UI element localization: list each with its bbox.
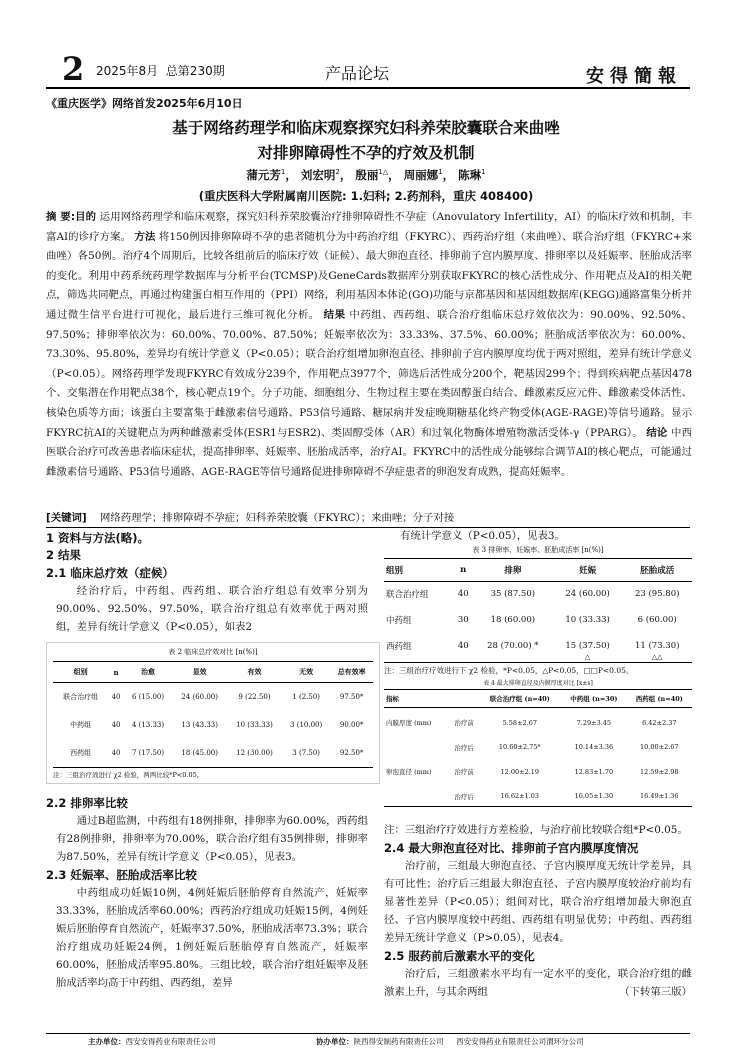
table-note: 注：三组治疗疗效进行下 χ2 检验，*P<0.05，△P<0.05，□□P<0.05。 (384, 666, 634, 675)
table2-box (46, 642, 380, 784)
table-cell: 16.62±1.03 (500, 792, 540, 800)
table-cell: 9 (22.50) (238, 693, 271, 701)
author-mark: 2 (335, 168, 340, 177)
author: 陈琳 (458, 168, 482, 182)
table-cell (384, 786, 450, 807)
table-cell: 6.42±2.37 (642, 718, 677, 727)
footer-co (316, 1036, 584, 1047)
table-cell: 7.29±3.45 (576, 718, 612, 727)
journal-line: 《重庆医学》网络首发2025年6月10日 (46, 97, 243, 110)
table-caption: 表 4 最大排卵直径及内膜厚度对比 [x±s] (483, 680, 593, 687)
table-row (384, 786, 692, 807)
table-row (384, 606, 692, 634)
table-cell: 15 (37.50) (565, 640, 610, 651)
section-title: 产品论坛 (325, 64, 390, 83)
table-cell: 12.83±1.70 (574, 767, 614, 776)
author-mark: 1△ (378, 168, 389, 177)
footer-host (88, 1036, 216, 1047)
paragraph: 通过B超监测，中药组有18例排卵，排卵率为60.00%，西药组有28例排卵，排卵率为70.00%，联合治疗组有35例排卵，排卵率为87.50%，差异有统计学意义（P<0.05），见表3。 (56, 815, 368, 863)
table-cell: 11 (73.30) (634, 640, 680, 651)
table-cell: 10.14±3.36 (574, 743, 614, 751)
table-cell: 7 (17.50) (131, 749, 165, 757)
table-row (384, 757, 692, 786)
article-title-line2: 对排卵障碍性不孕的疗效及机制 (257, 144, 475, 162)
table-row (53, 683, 373, 712)
table-cell: 40 (111, 693, 121, 701)
section-heading: 2.5 服药前后激素水平的变化 (384, 949, 535, 963)
table-cell: 10 (33.33) (565, 615, 610, 625)
author-list: 蒲元芳$^1$， 刘宏明$^2$， 殷丽$^{1\triangle}$， 周丽娜$^1$， 陈琳$^1$ (246, 168, 486, 182)
table-cell: 中药组 (386, 616, 412, 626)
table-header: 组别 (73, 667, 88, 676)
table-cell: 联合治疗组 (63, 693, 99, 701)
table-row (384, 634, 692, 652)
author-mark: 1 (438, 168, 443, 177)
keywords-text: 网络药理学；排卵障碍不孕症；妇科养荣胶囊（FKYRC）；来曲唑；分子对接 (99, 512, 455, 524)
table-row (384, 708, 692, 738)
author-mark: 1 (280, 168, 286, 177)
table-cell: 治疗前 (454, 768, 474, 776)
significance-mark: △△ (651, 653, 663, 661)
table-cell: 治疗前 (454, 719, 474, 727)
conclusion-label: 结论 (646, 426, 668, 439)
footer-co-name: 陕西得安制药有限责任公司 (353, 1037, 444, 1046)
author: 刘宏明 (300, 168, 336, 182)
table-row (384, 652, 692, 663)
table-cell: 30 (457, 615, 469, 625)
table-cell: 联合治疗组 (386, 590, 429, 600)
left-column (46, 530, 380, 992)
section-heading: 2.4 最大卵泡直径对比、排卵前子宫内膜厚度情况 (384, 841, 639, 855)
table3 (384, 558, 692, 663)
table-cell: 28 (70.00) * (487, 640, 539, 651)
table-header (450, 690, 479, 708)
table-caption: 表 2 临床总疗效对比 [n(%)] (168, 648, 258, 656)
table-cell (384, 737, 450, 757)
table-header: n (113, 667, 119, 677)
continued-note: （下转第三版） (619, 986, 692, 998)
table4-box (384, 678, 692, 807)
article-title-line1: 基于网络药理学和临床观察探究妇科养荣胶囊联合来曲唑 (172, 119, 560, 137)
table-note: 注：三组治疗效进行 χ2 检验，两两比较*P<0.05。 (53, 771, 204, 779)
methods-label: 方法 (134, 230, 156, 243)
table-header: 无效 (299, 667, 314, 676)
author: 蒲元芳 (246, 168, 281, 182)
table-header: 组别 (386, 566, 404, 576)
table-cell: 3 (10.00) (290, 721, 323, 729)
footer-rule (46, 1033, 690, 1034)
table-cell: 6 (15.00) (131, 693, 165, 701)
table-header: 排卵 (504, 566, 522, 576)
table-header: 显效 (192, 667, 207, 676)
table-cell: 12.59±2.98 (640, 767, 679, 776)
page-number: 2 (62, 50, 85, 88)
table-cell: 40 (457, 589, 469, 599)
paragraph: 中药组成功妊娠10例，4例妊娠后胚胎停育自然流产，妊娠率33.33%，胚胎成活率60.00%；西药治疗组成功妊娠15例，4例妊娠后胚胎停育自然流产，妊娠率37.50%，胚胎成活率73.3%；联合治疗组成功妊娠24例，1例妊娠后胚胎停育自然流产，妊娠率60.00%，胚胎成活率95.80%。三组比较，联合治疗组妊娠率及胚胎成活率均高于中药组、西药组，差异 (56, 887, 368, 989)
table-row (53, 739, 373, 768)
table-cell: 1 (2.50) (292, 693, 321, 701)
keywords (46, 509, 692, 524)
table-row (384, 737, 692, 757)
table-cell: 12 (30.00) (236, 749, 273, 757)
table-cell: 西药组 (70, 749, 92, 757)
author-mark: 1 (481, 168, 486, 177)
table-cell: 16.05±1.30 (574, 792, 614, 800)
results-label: 结果 (323, 308, 346, 321)
table-header: 联合治疗组 (n=40) (489, 695, 550, 703)
table-caption: 表 3 排卵率、妊娠率、胚胎成活率 [n(%)] (472, 546, 604, 554)
paragraph (384, 965, 692, 1001)
table-cell: 24 (60.00) (181, 693, 218, 701)
table-header: n (460, 565, 467, 575)
conclusion-text: 中西医联合治疗可改善患者临床症状，提高排卵率、妊娠率、胚胎成活率，治疗AI。FKYRC中的活性成分能够综合调节AI的核心靶点，可能通过雌激素信号通路、P53信号通路、AGE-RAGE等信号通路促进排卵障碍不孕症患者的卵泡发育成熟，提高妊娠率。 (46, 426, 693, 478)
section-heading: 2.3 妊娠率、胚胎成活率比较 (46, 868, 197, 882)
table-cell: 18 (45.00) (181, 749, 218, 757)
table-header: 指标 (386, 695, 399, 703)
footer-host-name: 西安安得药业有限责任公司 (125, 1037, 216, 1046)
table-cell: 内膜厚度 (mm) (386, 719, 432, 727)
affiliation: (重庆医科大学附属南川医院: 1.妇科; 2.药剂科，重庆 408400) (198, 189, 534, 203)
section-heading: 2.1 临床总疗效（症候） (46, 566, 174, 580)
table-cell: 97.50* (339, 693, 364, 701)
paragraph: 治疗前，三组最大卵泡直径、子宫内膜厚度无统计学差异，具有可比性；治疗后三组最大卵泡直径、子宫内膜厚度较治疗前均有显著性差异（P<0.05）；组间对比，联合治疗组增加最大卵泡直径、子宫内膜厚度较中药组、西药组有明显优势；中药组、西药组差异无统计学意义（P>0.05），见表4。 (384, 860, 692, 944)
table-cell: 92.50* (339, 749, 364, 757)
section-heading: 2.2 排卵率比较 (46, 796, 128, 810)
table-row (384, 582, 692, 607)
author: 殷丽 (355, 168, 379, 182)
footer-host-label: 主办单位： (88, 1037, 126, 1046)
table-cell: 卵泡直径 (mm) (386, 768, 432, 776)
table-cell: 治疗后 (454, 743, 474, 752)
paragraph: 有统计学意义（P<0.05），见表3。 (400, 530, 565, 542)
right-column (384, 527, 692, 1001)
table-cell: 23 (95.80) (634, 589, 680, 599)
objective-label: 目的 (74, 211, 97, 223)
table-cell: 13 (43.33) (181, 721, 218, 729)
section-heading: 2 结果 (46, 548, 82, 562)
paragraph: 经治疗后，中药组、西药组、联合治疗组总有效率分别为90.00%、92.50%、97.50%，联合治疗组总有效率优于两对照组，差异有统计学意义（P<0.05），如表2 (56, 585, 368, 633)
table-header: 胚胎成活 (640, 566, 675, 576)
table-cell: 35 (87.50) (490, 589, 536, 599)
table-cell: 5.58±2.67 (502, 718, 537, 727)
newsletter-logo: 安得簡報 (586, 66, 682, 87)
table-cell: 18 (60.00) (490, 615, 536, 625)
table-header: 总有效率 (337, 667, 366, 676)
table-cell: 12.00±2.19 (500, 767, 540, 776)
footer-co-name: 西安安得药业有限责任公司渭环分公司 (456, 1037, 584, 1046)
significance-mark: △ (584, 653, 591, 661)
table-cell: 40 (457, 640, 469, 651)
table-cell: 40 (111, 749, 121, 757)
table-cell: 西药组 (386, 642, 412, 652)
section-heading: 1 资料与方法(略)。 (46, 531, 150, 545)
table-note: 注：三组治疗疗效进行方差检验，与治疗前比较联合组*P<0.05。 (384, 824, 688, 836)
paragraph-text: 治疗后，三组激素水平均有一定水平的变化，联合治疗组的雌激素上升，与其余两组 (384, 968, 692, 998)
table-cell: 3 (7.50) (292, 749, 321, 757)
table-cell: 6 (60.00) (637, 615, 677, 625)
table-cell: 40 (111, 721, 121, 729)
table-cell: 24 (60.00) (565, 589, 610, 599)
table-header: 妊娠 (579, 566, 597, 576)
issue-info: 2025年8月 总第230期 (96, 64, 225, 78)
footer-co-label: 协办单位： (316, 1037, 354, 1046)
table-cell: 16.49±1.36 (640, 792, 679, 800)
author: 周丽娜 (403, 168, 439, 182)
table-cell: 90.00* (339, 721, 364, 729)
table-cell: 治疗后 (454, 792, 474, 801)
abstract-label: 摘 要: (46, 211, 75, 223)
table2 (53, 661, 373, 768)
table-cell: 4 (13.33) (131, 721, 165, 729)
table3-box (384, 545, 692, 676)
methods-text: 将150例因排卵障碍不孕的患者随机分为中药治疗组（FKYRC）、西药治疗组（来曲唑）、联合治疗组（FKYRC+来曲唑）各50例。治疗4个周期后，比较各组前后的临床疗效（证候）、最大卵泡直径、排卵前子宫内膜厚度、排卵率以及妊娠率、胚胎成活率的变化。利用中药系统药理学数据库与分析平台(TCMSP)及GeneCards数据库分别获取FKYRC的核心活性成分、作用靶点及AI的相关靶点，筛选共同靶点，再通过构建蛋白相互作用的（PPI）网络，利用基因本体论(GO)功能与京都基因和基因组数据库(KEGG)通路富集分析并通过微生信平台进行可视化，最后进行三维可视化分析。 (46, 230, 693, 321)
keywords-label: [关键词] (46, 512, 87, 524)
table-cell: 10.00±2.67 (640, 743, 679, 751)
table-header: 治愈 (141, 667, 156, 676)
table-header: 西药组 (n=40) (635, 695, 683, 703)
table-header: 有效 (247, 667, 262, 676)
table-cell: 中药组 (70, 721, 92, 729)
table-header: 中药组 (n=30) (570, 695, 618, 703)
abstract (46, 208, 692, 482)
table-cell: 10 (33.33) (236, 721, 273, 729)
table-row (53, 711, 373, 739)
objective-text: 运用网络药理学和临床观察，探究妇科养荣胶囊治疗排卵障碍性不孕症（Anovulatory Infertility，AI）的临床疗效和机制，丰富AI的诊疗方案。 (46, 211, 693, 243)
results-text: 中药组、西药组、联合治疗组临床总疗效依次为：90.00%、92.50%、97.50%；排卵率依次为：60.00%、70.00%、87.50%；妊娠率依次为：33.33%、37.5%、60.00%；胚胎成活率依次为：60.00%、73.30%、95.80%，差异均有统计学意义（P<0.05）；联合治疗组增加卵泡直径、排卵前子宫内膜厚度均优于两对照组，差异有统计学意义（P<0.05）。网络药理学发现FKYRC有效成分239个，作用靶点3977个，筛选后活性成分200个，靶基因299个；得到疾病靶点基因478个、交集潜在作用靶点38个，核心靶点19个。分子功能、细胞组分、生物过程主要在类固醇蛋白结合、雌激素反应元件、雌激素受体活性、核染色质等方面；该蛋白主要富集于雌激素信号通路、P53信号通路、糖尿病并发症晚期糖基化终产物受体(AGE-RAGE)等信号通路。显示FKYRC抗AI的关键靶点为两种雌激素受体(ESR1与ESR2)、类固醇受体（AR）和过氧化物酶体增殖物激活受体-γ（PPARG）。 (46, 308, 693, 439)
table-cell: 10.60±2.75* (498, 743, 541, 751)
header-rule (46, 87, 690, 89)
table4 (384, 689, 692, 807)
